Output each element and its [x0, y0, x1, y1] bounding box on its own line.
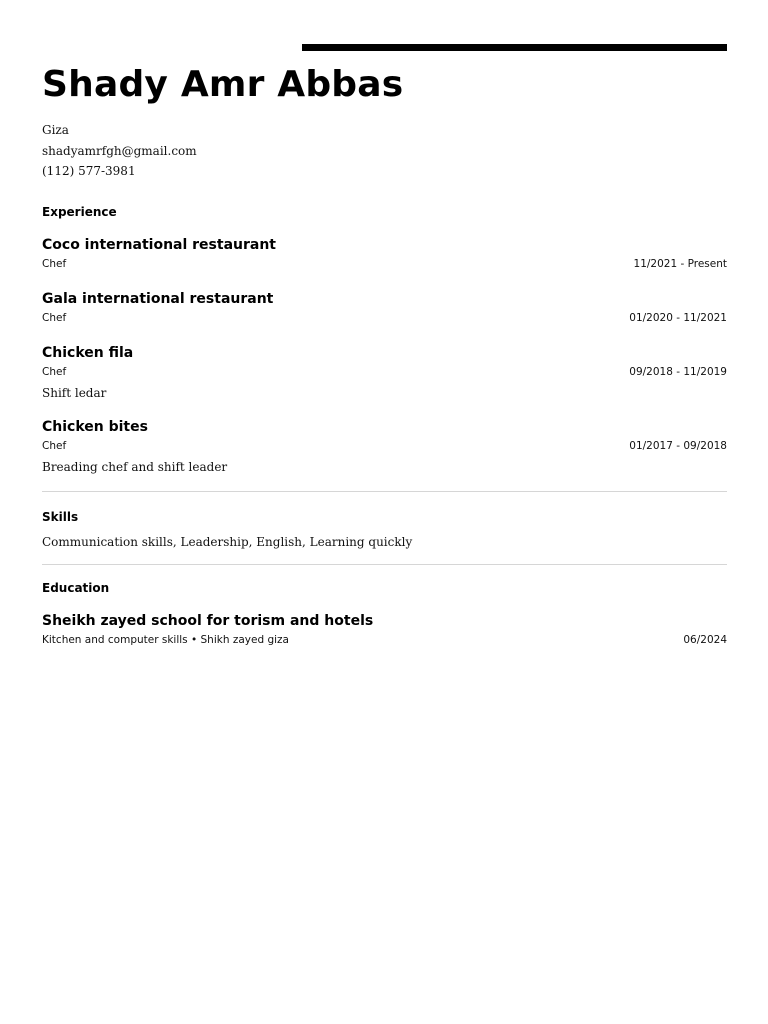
- experience-dates: 01/2020 - 11/2021: [629, 312, 727, 324]
- experience-entry: [42, 343, 727, 402]
- experience-company: Chicken fila: [42, 345, 134, 361]
- education-section-title: Education: [42, 581, 110, 595]
- experience-meta-row: [42, 256, 727, 272]
- experience-description: Shift ledar: [42, 386, 107, 400]
- contact-info: [42, 120, 197, 182]
- education-school: Sheikh zayed school for torism and hotels: [42, 613, 374, 629]
- skills-list: Communication skills, Leadership, English, Learning quickly: [42, 535, 413, 549]
- experience-dates: 01/2017 - 09/2018: [629, 440, 727, 452]
- experience-dates: 09/2018 - 11/2019: [629, 366, 727, 378]
- experience-role: Chef: [42, 312, 67, 324]
- experience-role: Chef: [42, 440, 67, 452]
- experience-entry: [42, 417, 727, 476]
- experience-dates: 11/2021 - Present: [633, 258, 727, 270]
- section-divider: [42, 491, 727, 492]
- experience-company: Chicken bites: [42, 419, 148, 435]
- experience-entry: [42, 235, 727, 272]
- contact-phone: (112) 577-3981: [42, 164, 136, 178]
- education-meta-row: [42, 632, 727, 648]
- header-accent-bar: [302, 44, 727, 51]
- skills-section-title: Skills: [42, 510, 79, 524]
- experience-company: Coco international restaurant: [42, 237, 277, 253]
- section-divider: [42, 564, 727, 565]
- contact-location: Giza: [42, 123, 69, 137]
- experience-meta-row: [42, 364, 727, 380]
- education-entry: [42, 611, 727, 648]
- experience-entry: [42, 289, 727, 326]
- experience-description: Breading chef and shift leader: [42, 460, 228, 474]
- experience-role: Chef: [42, 258, 67, 270]
- candidate-name: Shady Amr Abbas: [42, 64, 404, 105]
- experience-role: Chef: [42, 366, 67, 378]
- education-date: 06/2024: [683, 634, 727, 646]
- education-details: Kitchen and computer skills • Shikh zayed giza: [42, 634, 289, 646]
- experience-meta-row: [42, 310, 727, 326]
- contact-email: shadyamrfgh@gmail.com: [42, 143, 197, 158]
- experience-meta-row: [42, 438, 727, 454]
- experience-section-title: Experience: [42, 205, 117, 219]
- experience-company: Gala international restaurant: [42, 291, 274, 307]
